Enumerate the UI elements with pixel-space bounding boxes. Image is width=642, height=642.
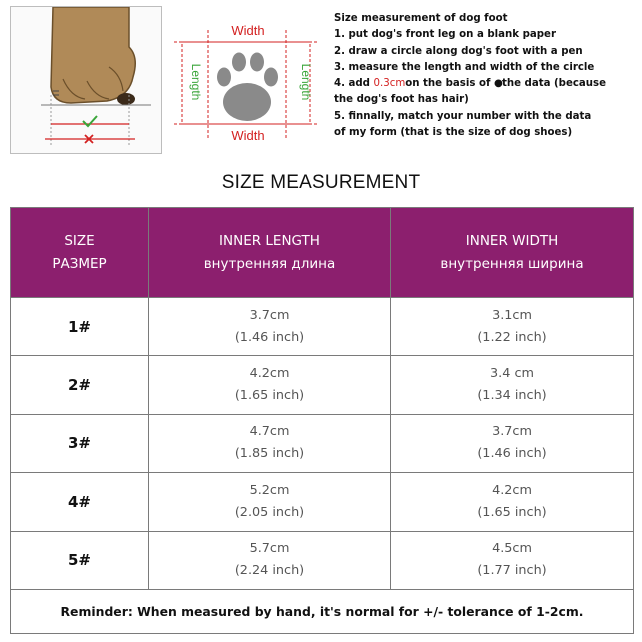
table-row xyxy=(11,414,634,472)
width-label-bottom: Width xyxy=(231,128,265,143)
dog-leg-illustration xyxy=(11,7,162,154)
width-cell xyxy=(391,473,634,531)
instruction-step-4-cont: the dog's foot has hair) xyxy=(334,94,469,106)
width-cm: 3.7cm xyxy=(492,424,532,440)
width-cell xyxy=(391,531,634,589)
size-cell: 3# xyxy=(11,414,149,472)
size-cell: 1# xyxy=(11,298,149,356)
instructions-heading: Size measurement of dog foot xyxy=(334,13,508,24)
header-width-ru: внутренняя ширина xyxy=(440,255,584,272)
instruction-step-3: 3. measure the length and width of the circle xyxy=(334,61,595,73)
paw-measure-illustration xyxy=(10,6,162,154)
header-width-en: INNER WIDTH xyxy=(465,232,559,249)
paw-glyph-icon: ● xyxy=(493,78,503,90)
paw-print-icon xyxy=(217,53,278,122)
size-cell: 4# xyxy=(11,473,149,531)
length-cell xyxy=(149,473,391,531)
length-cm: 5.2cm xyxy=(249,482,290,498)
width-cell xyxy=(391,356,634,414)
length-label-right: Length xyxy=(299,63,313,101)
header-inner-width xyxy=(391,208,634,298)
header-inner-length xyxy=(149,208,391,298)
header-size-en: SIZE xyxy=(64,232,95,249)
width-inch: (1.46 inch) xyxy=(477,446,547,462)
length-cm: 5.7cm xyxy=(249,541,290,557)
table-row xyxy=(11,531,634,589)
length-cm: 4.2cm xyxy=(249,366,290,382)
table-row xyxy=(11,473,634,531)
header-length-en: INNER LENGTH xyxy=(219,232,320,249)
table-header-row xyxy=(11,208,634,298)
length-inch: (1.85 inch) xyxy=(234,446,305,462)
size-cell: 5# xyxy=(11,531,149,589)
width-cell xyxy=(391,414,634,472)
width-inch: (1.65 inch) xyxy=(477,504,547,520)
reminder-row xyxy=(11,589,634,633)
width-cm: 3.4 cm xyxy=(490,366,534,382)
size-table xyxy=(10,207,634,634)
table-row xyxy=(11,298,634,356)
length-cell xyxy=(149,531,391,589)
instruction-step-2: 2. draw a circle along dog's foot with a pen xyxy=(334,45,583,57)
length-inch: (2.05 inch) xyxy=(234,504,305,520)
instruction-step-1: 1. put dog's front leg on a blank paper xyxy=(334,29,556,41)
width-cm: 4.5cm xyxy=(492,541,532,557)
width-inch: (1.77 inch) xyxy=(477,563,547,579)
length-cell xyxy=(149,356,391,414)
measurement-instructions xyxy=(334,11,634,141)
header-size xyxy=(11,208,149,298)
header-length-ru: внутренняя длина xyxy=(203,255,336,272)
table-row xyxy=(11,356,634,414)
toe-pad-icon xyxy=(117,93,135,105)
length-cm: 3.7cm xyxy=(249,307,290,323)
width-cm: 3.1cm xyxy=(492,307,532,323)
page-title: SIZE MEASUREMENT xyxy=(221,172,421,193)
paw-print-svg xyxy=(168,10,328,150)
instruction-step-5: 5. finnally, match your number with the data xyxy=(334,110,592,122)
width-inch: (1.22 inch) xyxy=(477,329,547,345)
width-cell xyxy=(391,298,634,356)
length-inch: (2.24 inch) xyxy=(234,563,305,579)
length-label-left: Length xyxy=(189,63,203,101)
header-size-ru: РАЗМЕР xyxy=(52,255,107,272)
step-4-suffix: on the basis of xyxy=(405,78,491,90)
step-4-highlight: 0.3cm xyxy=(373,78,406,90)
instruction-step-5-cont: of my form (that is the size of dog shoes) xyxy=(334,127,573,139)
size-cell: 2# xyxy=(11,356,149,414)
reminder-text: Reminder: When measured by hand, it's normal for +/- tolerance of 1-2cm. xyxy=(11,589,634,633)
length-cm: 4.7cm xyxy=(249,424,290,440)
length-cell xyxy=(149,298,391,356)
width-label-top: Width xyxy=(231,23,265,38)
length-inch: (1.46 inch) xyxy=(234,329,305,345)
width-cm: 4.2cm xyxy=(492,482,532,498)
width-inch: (1.34 inch) xyxy=(477,388,547,404)
length-inch: (1.65 inch) xyxy=(234,388,305,404)
paw-print-diagram xyxy=(168,10,328,150)
step-4-suffix-2: the data (because xyxy=(501,78,606,90)
length-cell xyxy=(149,414,391,472)
step-4-prefix: 4. add xyxy=(334,78,370,90)
instruction-step-4 xyxy=(334,76,634,92)
